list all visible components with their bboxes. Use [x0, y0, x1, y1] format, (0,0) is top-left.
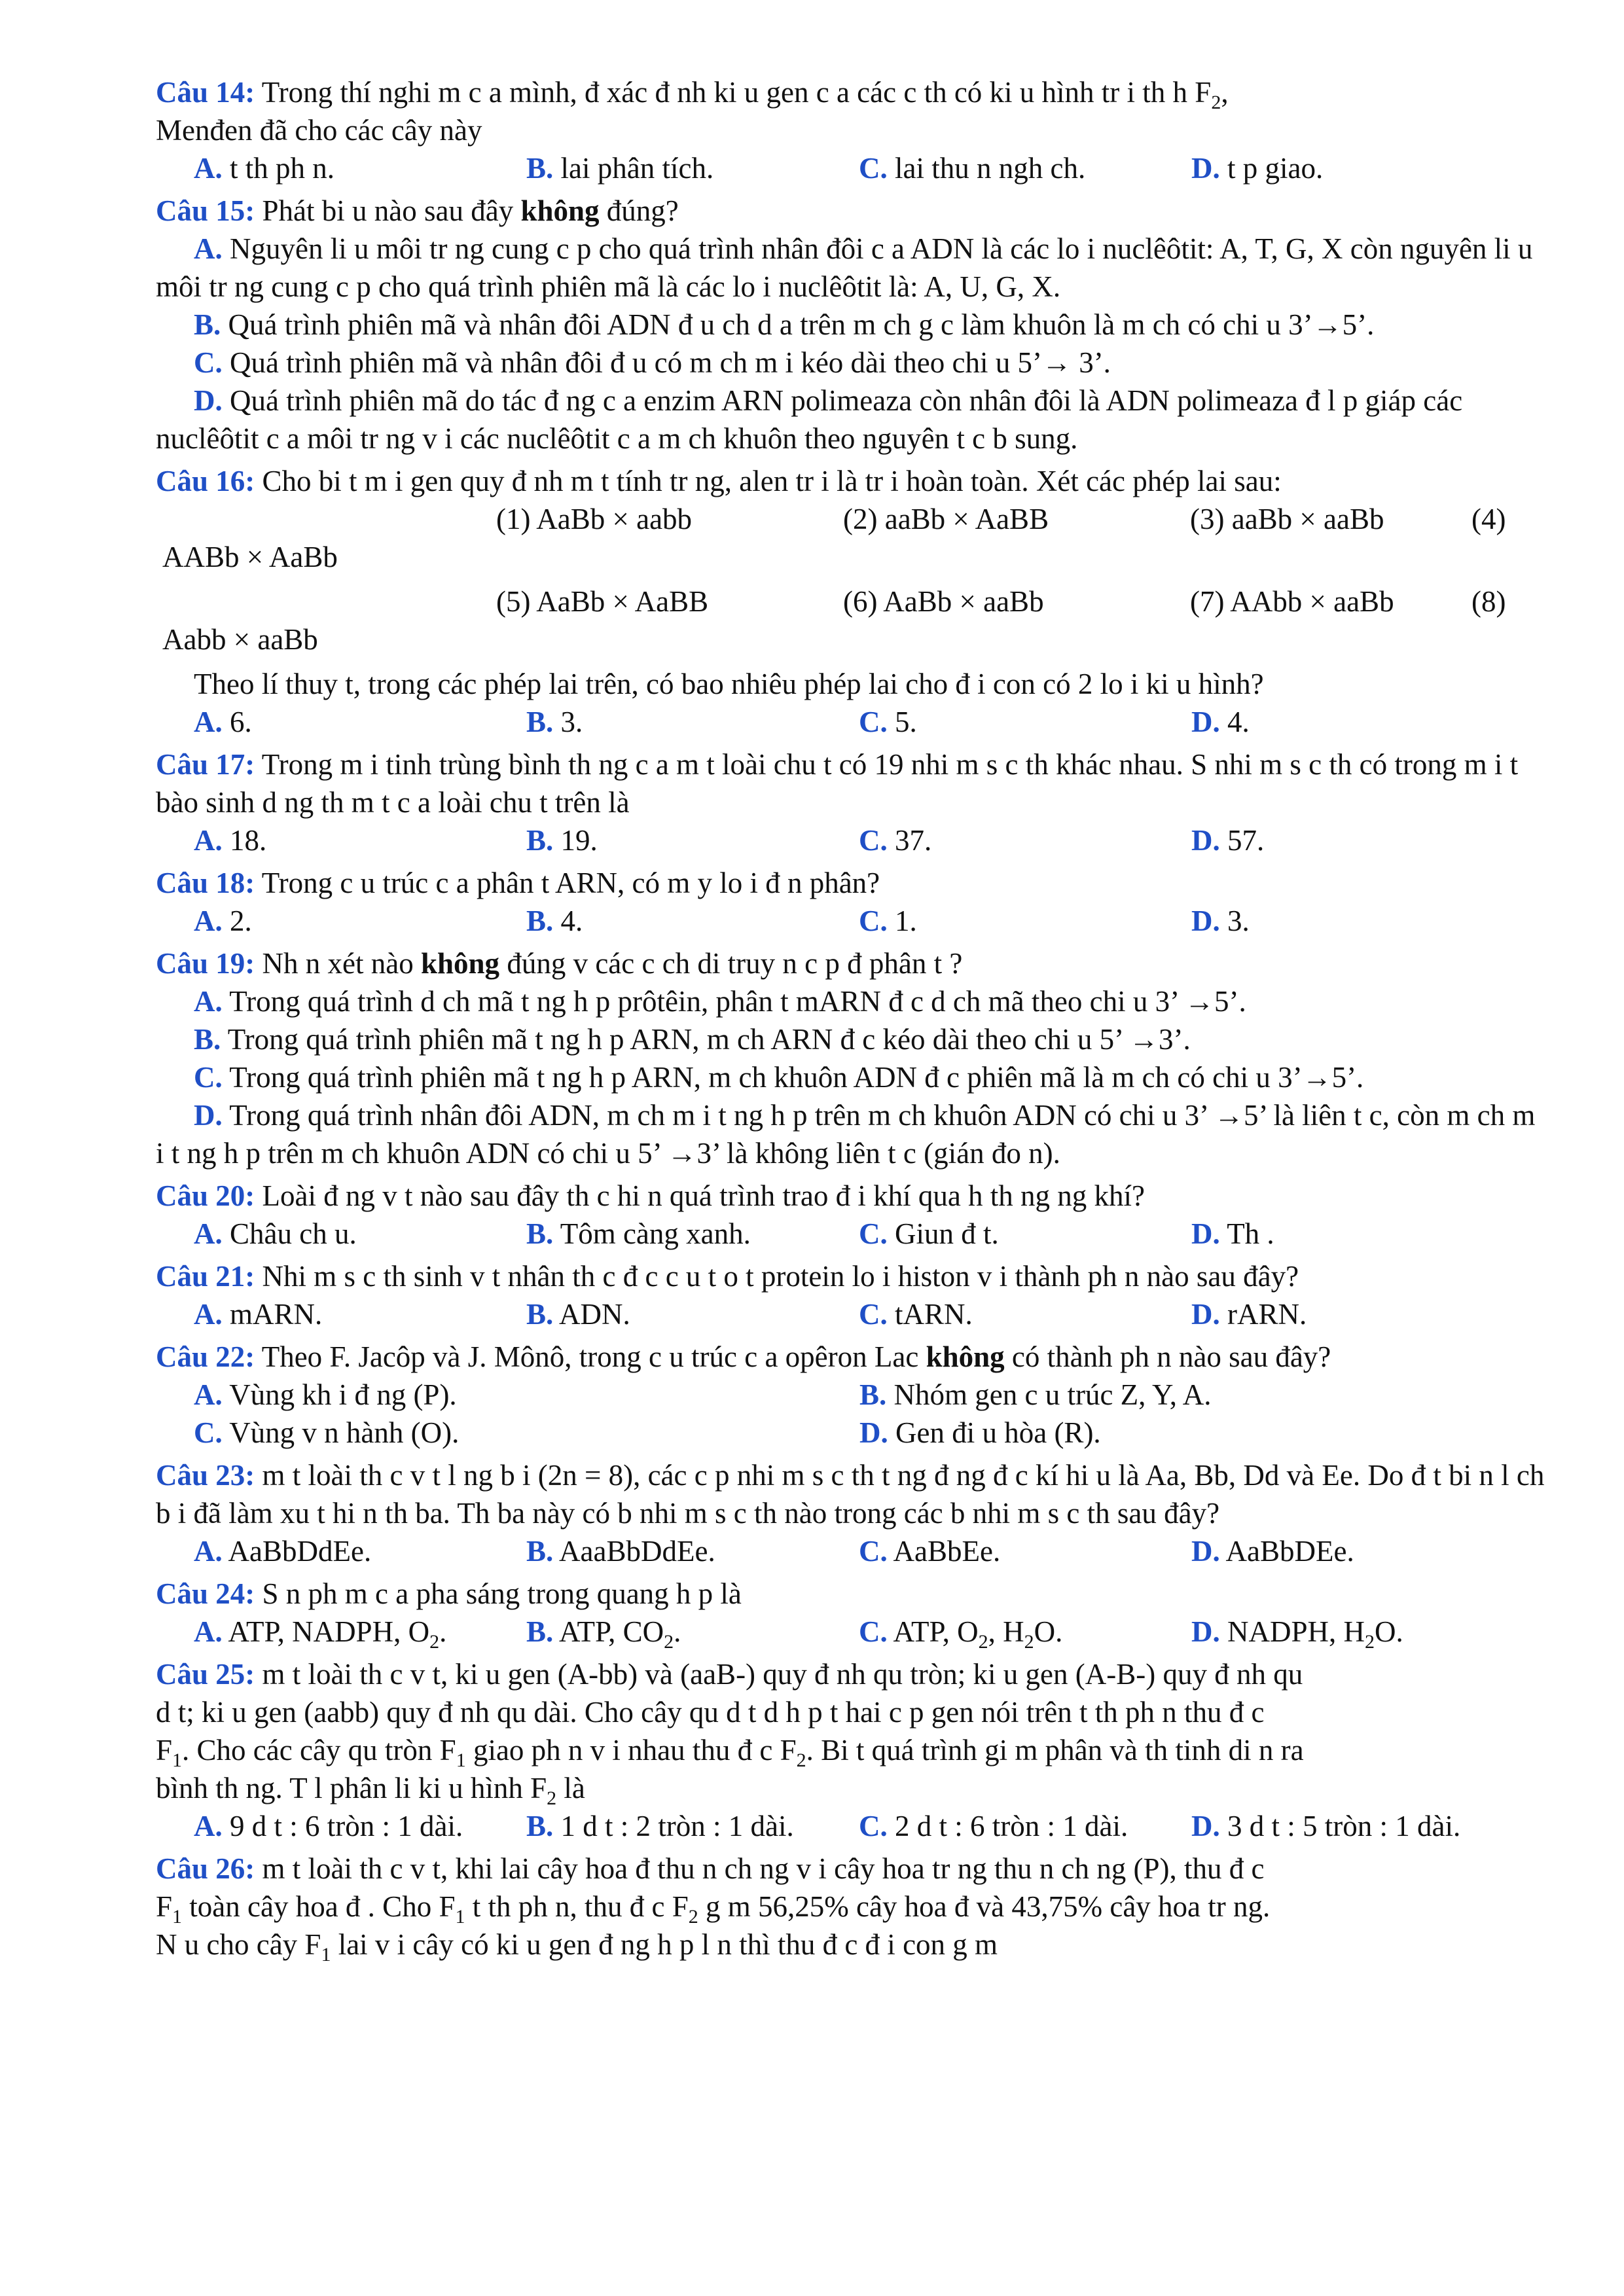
cross-item-wrapped: Aabb × aaBb	[162, 623, 318, 656]
question-stem	[156, 1850, 1547, 1888]
option-text: mARN.	[230, 1298, 323, 1331]
option-d[interactable]	[1191, 1295, 1524, 1333]
option-c[interactable]	[194, 1414, 859, 1452]
cross-item: (1) AaBb × aabb	[496, 503, 693, 535]
option-text: 3 d t : 5 tròn : 1 dài.	[1227, 1810, 1461, 1842]
option-letter: A.	[194, 1298, 223, 1331]
statement-text: Trong quá trình nhân đôi ADN, m ch m i t ng h p trên m ch khuôn ADN có chi u 3’ →5’ là liên t c, còn m ch m i t ng h p trên m ch khuôn ADN có chi u 5’ →3’ là không liên t c (gián đo n).	[156, 1099, 1536, 1170]
statement-text: Quá trình phiên mã và nhân đôi ADN đ u ch d a trên m ch g c làm khuôn là m ch có chi u 3’→5’.	[228, 308, 1375, 341]
cross-item: (4)	[1471, 503, 1506, 535]
option-letter: C.	[194, 1416, 223, 1449]
subscript: 2	[547, 1787, 557, 1809]
question-17	[156, 745, 1547, 859]
option-a[interactable]	[194, 1215, 526, 1253]
question-label: Câu 26:	[156, 1852, 255, 1885]
option-letter: B.	[526, 824, 554, 857]
option-c[interactable]	[859, 902, 1191, 940]
option-letter: A.	[194, 706, 223, 738]
question-label: Câu 15:	[156, 194, 255, 227]
text-fragment: giao ph n v i nhau thu đ c F	[465, 1734, 797, 1767]
cross-item: (3) aaBb × aaBb	[1190, 503, 1384, 535]
text-fragment: N u cho cây F	[156, 1928, 321, 1961]
option-text: Châu ch u.	[230, 1217, 357, 1250]
option-text: Giun đ t.	[895, 1217, 999, 1250]
subscript: 1	[456, 1749, 466, 1771]
option-letter: B.	[526, 706, 554, 738]
statement-text: Quá trình phiên mã và nhân đôi đ u có m ch m i kéo dài theo chi u 5’→ 3’.	[230, 346, 1111, 379]
question-stem	[156, 192, 1547, 230]
question-label: Câu 18:	[156, 867, 255, 899]
question-text-tail: có thành ph n nào sau đây?	[1011, 1340, 1331, 1373]
keyword-bold: không	[926, 1340, 1005, 1373]
statement-c[interactable]	[156, 1058, 1547, 1096]
option-text: AaBbEe.	[893, 1535, 1001, 1568]
statement-c[interactable]	[156, 344, 1547, 382]
options-row	[156, 1295, 1547, 1333]
options-row	[156, 149, 1547, 187]
option-d[interactable]	[859, 1414, 1525, 1452]
option-d[interactable]	[1191, 1807, 1524, 1845]
question-stem	[156, 1655, 1547, 1693]
option-text: 57.	[1227, 824, 1265, 857]
option-a[interactable]	[194, 1613, 526, 1651]
subscript: 1	[172, 1749, 183, 1771]
option-text: 19.	[560, 824, 598, 857]
option-text: Tôm càng xanh.	[560, 1217, 751, 1250]
option-text: AaaBbDdEe.	[559, 1535, 715, 1568]
option-c[interactable]	[859, 821, 1191, 859]
option-b[interactable]	[526, 1532, 859, 1570]
option-letter: B.	[859, 1378, 887, 1411]
option-letter: D.	[1191, 152, 1220, 185]
statement-text: Trong quá trình d ch mã t ng h p prôtêin, phân t mARN đ c d ch mã theo chi u 3’ →5’.	[229, 985, 1246, 1018]
statement-d[interactable]	[156, 382, 1547, 457]
option-d[interactable]	[1191, 1613, 1524, 1651]
option-text: O.	[1034, 1615, 1063, 1648]
subscript: 2	[1211, 92, 1221, 113]
option-letter: C.	[859, 1298, 888, 1331]
statement-b[interactable]	[156, 306, 1547, 344]
cross-item: (7) AAbb × aaBb	[1190, 585, 1394, 618]
option-letter: C.	[859, 1217, 888, 1250]
question-20	[156, 1177, 1547, 1253]
option-text: lai thu n ngh ch.	[895, 152, 1086, 185]
option-text: Nhóm gen c u trúc Z, Y, A.	[893, 1378, 1212, 1411]
statement-text: Nguyên li u môi tr ng cung c p cho quá trình nhân đôi c a ADN là các lo i nuclêôtit: A, T, G, X còn nguyên li u môi tr ng cung c p cho quá trình phiên mã là các lo i nuclêôtit là: A, U, G, X.	[156, 232, 1533, 303]
options-row	[156, 1807, 1547, 1845]
question-24	[156, 1575, 1547, 1651]
option-letter: C.	[859, 1535, 888, 1568]
option-text: O.	[1375, 1615, 1403, 1648]
option-c[interactable]	[859, 1215, 1191, 1253]
question-label: Câu 21:	[156, 1260, 255, 1293]
question-text: Trong m i tinh trùng bình th ng c a m t loài chu t có 19 nhi m s c th khác nhau. S nhi m s c th có trong m i t bào sinh d ng th m t c a loài chu t trên là	[156, 748, 1519, 819]
subscript: 2	[664, 1631, 674, 1653]
option-letter: C.	[859, 1615, 888, 1648]
option-text: Gen đi u hòa (R).	[895, 1416, 1101, 1449]
question-stem	[156, 944, 1547, 982]
option-letter: A.	[194, 1378, 223, 1411]
option-c[interactable]	[859, 1613, 1191, 1651]
question-22	[156, 1338, 1547, 1452]
question-stem	[156, 1456, 1547, 1532]
question-text-tail: đúng?	[606, 194, 679, 227]
option-b[interactable]	[526, 902, 859, 940]
text-fragment: F	[156, 1890, 173, 1923]
keyword-bold: không	[420, 947, 500, 980]
option-a[interactable]	[194, 703, 526, 741]
question-text: Cho bi t m i gen quy đ nh m t tính tr ng, alen tr i là tr i hoàn toàn. Xét các phép lai sau:	[262, 465, 1282, 497]
option-text: ATP, NADPH, O	[228, 1615, 430, 1648]
subscript: 2	[429, 1631, 440, 1653]
option-a[interactable]	[194, 821, 526, 859]
option-c[interactable]	[859, 703, 1191, 741]
question-text: m t loài th c v t l ng b i (2n = 8), các c p nhi m s c th t ng đ ng đ c kí hi u là Aa, Bb, Dd và Ee. Do đ t bi n l ch b i đã làm xu t hi n th ba. Th ba này có b nhi m s c th nào trong các b nhi m s c th sau đây?	[156, 1459, 1545, 1530]
option-letter: D.	[194, 1099, 223, 1132]
option-letter: A.	[194, 232, 223, 265]
option-text: 37.	[895, 824, 932, 857]
question-stem	[156, 1177, 1547, 1215]
question-23	[156, 1456, 1547, 1570]
statement-d[interactable]	[156, 1096, 1547, 1172]
question-stem	[156, 1575, 1547, 1613]
option-text: 5.	[895, 706, 917, 738]
option-a[interactable]	[194, 1532, 526, 1570]
question-stem	[156, 864, 1547, 902]
option-a[interactable]	[194, 1376, 859, 1414]
statement-text: Trong quá trình phiên mã t ng h p ARN, m ch khuôn ADN đ c phiên mã là m ch có chi u 3’→5’.	[229, 1061, 1364, 1094]
option-text: tARN.	[895, 1298, 973, 1331]
option-letter: A.	[194, 1535, 223, 1568]
option-letter: B.	[526, 905, 554, 937]
options-grid	[156, 1376, 1547, 1452]
option-letter: D.	[1191, 1615, 1220, 1648]
option-letter: B.	[526, 1298, 554, 1331]
option-letter: D.	[1191, 1535, 1220, 1568]
text-fragment: g m 56,25% cây hoa đ và 43,75% cây hoa tr ng.	[698, 1890, 1271, 1923]
question-stem	[156, 745, 1547, 821]
text-fragment: bình th ng. T l phân li ki u hình F	[156, 1772, 547, 1804]
question-text: Trong thí nghi m c a mình, đ xác đ nh ki u gen c a các c th có ki u hình tr i th h F	[261, 76, 1212, 109]
option-text: .	[439, 1615, 447, 1648]
option-d[interactable]	[1191, 902, 1524, 940]
option-letter: A.	[194, 905, 223, 937]
option-text: 2.	[230, 905, 252, 937]
question-text: Phát bi u nào sau đây	[262, 194, 514, 227]
option-a[interactable]	[194, 1807, 526, 1845]
option-letter: C.	[859, 706, 888, 738]
question-label: Câu 14:	[156, 76, 255, 109]
options-row	[156, 1613, 1547, 1651]
option-b[interactable]	[526, 821, 859, 859]
subscript: 1	[455, 1906, 465, 1928]
option-c[interactable]	[859, 1295, 1191, 1333]
option-text: Vùng kh i đ ng (P).	[229, 1378, 457, 1411]
subscript: 2	[1024, 1631, 1034, 1653]
option-text: ADN.	[559, 1298, 630, 1331]
option-text: 3.	[560, 706, 583, 738]
options-row	[156, 821, 1547, 859]
subscript: 2	[978, 1631, 988, 1653]
option-text: Th .	[1227, 1217, 1274, 1250]
question-stem	[156, 1257, 1547, 1295]
option-b[interactable]	[526, 149, 859, 187]
option-b[interactable]	[526, 1613, 859, 1651]
question-text-line3	[156, 1926, 1547, 1964]
option-letter: B.	[526, 1615, 554, 1648]
text-fragment: là	[556, 1772, 585, 1804]
option-letter: D.	[1191, 1298, 1220, 1331]
question-19	[156, 944, 1547, 1172]
question-text: Theo F. Jacôp và J. Mônô, trong c u trúc c a opêron Lac	[261, 1340, 919, 1373]
option-text: 9 d t : 6 tròn : 1 dài.	[230, 1810, 463, 1842]
option-a[interactable]	[194, 1295, 526, 1333]
option-letter: D.	[1191, 706, 1220, 738]
option-text: 6.	[230, 706, 252, 738]
question-text: S n ph m c a pha sáng trong quang h p là	[262, 1577, 742, 1610]
statement-text: Quá trình phiên mã do tác đ ng c a enzim ARN polimeaza còn nhân đôi là ADN polimeaza đ l p giáp các nuclêôtit c a môi tr ng v i các nuclêôtit c a m ch khuôn theo nguyên t c b sung.	[156, 384, 1463, 455]
option-letter: C.	[194, 346, 223, 379]
option-letter: D.	[1191, 1810, 1220, 1842]
option-letter: B.	[194, 308, 221, 341]
statement-text: Trong quá trình phiên mã t ng h p ARN, m ch ARN đ c kéo dài theo chi u 5’ →3’.	[227, 1023, 1191, 1056]
option-d[interactable]	[1191, 703, 1524, 741]
option-b[interactable]	[526, 1295, 859, 1333]
subscript: 2	[688, 1906, 698, 1928]
option-d[interactable]	[1191, 821, 1524, 859]
option-text: 18.	[230, 824, 267, 857]
option-text: rARN.	[1227, 1298, 1307, 1331]
question-label: Câu 24:	[156, 1577, 255, 1610]
option-letter: A.	[194, 824, 223, 857]
question-text-line2: d t; ki u gen (aabb) quy đ nh qu dài. Cho cây qu d t d h p t hai c p gen nói trên t th ph n thu đ c	[156, 1696, 1265, 1729]
option-letter: A.	[194, 985, 223, 1018]
option-d[interactable]	[1191, 1215, 1524, 1253]
subscript: 2	[796, 1749, 806, 1771]
question-label: Câu 22:	[156, 1340, 255, 1373]
option-text: t th ph n.	[230, 152, 335, 185]
option-text: 2 d t : 6 tròn : 1 dài.	[895, 1810, 1128, 1842]
question-label: Câu 17:	[156, 748, 255, 781]
question-stem	[156, 1338, 1547, 1376]
question-16	[156, 462, 1547, 741]
option-text: NADPH, H	[1227, 1615, 1365, 1648]
option-text: , H	[988, 1615, 1024, 1648]
subscript: 2	[1365, 1631, 1375, 1653]
question-label: Câu 19:	[156, 947, 255, 980]
option-d[interactable]	[1191, 149, 1524, 187]
question-text-line2: Menđen đã cho các cây này	[156, 114, 482, 147]
option-b[interactable]	[526, 1807, 859, 1845]
option-text: Vùng v n hành (O).	[229, 1416, 460, 1449]
option-letter: D.	[1191, 1217, 1220, 1250]
option-b[interactable]	[526, 703, 859, 741]
cross-item: (6) AaBb × aaBb	[843, 585, 1044, 618]
option-letter: C.	[194, 1061, 223, 1094]
option-text: ATP, O	[893, 1615, 979, 1648]
option-d[interactable]	[1191, 1532, 1524, 1570]
text-fragment: F	[156, 1734, 173, 1767]
option-letter: D.	[859, 1416, 888, 1449]
option-text: .	[674, 1615, 681, 1648]
option-letter: C.	[859, 1810, 888, 1842]
cross-item-wrapped: AABb × AaBb	[162, 541, 338, 573]
option-text: lai phân tích.	[560, 152, 714, 185]
question-text: Loài đ ng v t nào sau đây th c hi n quá trình trao đ i khí qua h th ng ng khí?	[262, 1179, 1146, 1212]
question-text-line4	[156, 1769, 1547, 1807]
cross-item: (5) AaBb × AaBB	[496, 585, 709, 618]
question-label: Câu 20:	[156, 1179, 255, 1212]
question-text-line2: Theo lí thuy t, trong các phép lai trên, có bao nhiêu phép lai cho đ i con có 2 lo i ki u hình?	[194, 668, 1264, 700]
option-letter: B.	[526, 152, 554, 185]
question-text-line2	[156, 1888, 1547, 1926]
question-text-line3	[156, 1731, 1547, 1769]
option-letter: A.	[194, 152, 223, 185]
option-c[interactable]	[859, 1807, 1191, 1845]
question-label: Câu 16:	[156, 465, 255, 497]
text-fragment: . Cho các cây qu tròn F	[182, 1734, 456, 1767]
option-letter: D.	[1191, 905, 1220, 937]
question-text: Nhi m s c th sinh v t nhân th c đ c c u t o t protein lo i histon v i thành ph n nào sau đây?	[262, 1260, 1299, 1293]
statement-a[interactable]	[156, 230, 1547, 306]
option-text: t p giao.	[1227, 152, 1324, 185]
option-text: 4.	[560, 905, 583, 937]
crosses-row-1	[156, 500, 1547, 538]
option-c[interactable]	[859, 149, 1191, 187]
question-stem	[156, 462, 1547, 500]
statement-a[interactable]	[156, 982, 1547, 1020]
options-row	[156, 1215, 1547, 1253]
option-text: 3.	[1227, 905, 1250, 937]
option-letter: D.	[1191, 824, 1220, 857]
text-fragment: lai v i cây có ki u gen đ ng h p l n thì thu đ c đ i con g m	[331, 1928, 998, 1961]
text-fragment: t th ph n, thu đ c F	[465, 1890, 689, 1923]
option-letter: A.	[194, 1217, 223, 1250]
option-letter: B.	[526, 1217, 554, 1250]
option-b[interactable]	[859, 1376, 1525, 1414]
question-26	[156, 1850, 1547, 1964]
option-text: AaBbDdEe.	[228, 1535, 372, 1568]
crosses-row-2	[156, 583, 1547, 620]
option-text: 1 d t : 2 tròn : 1 dài.	[560, 1810, 794, 1842]
option-text: AaBbDEe.	[1225, 1535, 1354, 1568]
option-letter: D.	[194, 384, 223, 417]
question-stem	[156, 73, 1547, 111]
question-label: Câu 25:	[156, 1658, 255, 1691]
options-row	[156, 1532, 1547, 1570]
option-letter: A.	[194, 1810, 223, 1842]
option-letter: C.	[859, 905, 888, 937]
question-14	[156, 73, 1547, 187]
option-letter: B.	[526, 1535, 554, 1568]
question-text: Trong c u trúc c a phân t ARN, có m y lo i đ n phân?	[261, 867, 880, 899]
question-text: m t loài th c v t, khi lai cây hoa đ thu n ch ng v i cây hoa tr ng thu n ch ng (P), thu đ c	[262, 1852, 1265, 1885]
question-21	[156, 1257, 1547, 1333]
option-text: 4.	[1227, 706, 1250, 738]
option-text: 1.	[895, 905, 917, 937]
text-fragment: . Bi t quá trình gi m phân và th tinh di n ra	[806, 1734, 1304, 1767]
option-letter: B.	[526, 1810, 554, 1842]
question-text: Nh n xét nào	[262, 947, 414, 980]
question-text: m t loài th c v t, ki u gen (A-bb) và (aaB-) quy đ nh qu tròn; ki u gen (A-B-) quy đ nh qu	[262, 1658, 1303, 1691]
option-b[interactable]	[526, 1215, 859, 1253]
option-letter: C.	[859, 824, 888, 857]
option-letter: C.	[859, 152, 888, 185]
question-text-tail: ,	[1221, 76, 1229, 109]
subscript: 1	[321, 1944, 331, 1965]
question-18	[156, 864, 1547, 940]
options-row	[156, 902, 1547, 940]
question-15	[156, 192, 1547, 457]
question-label: Câu 23:	[156, 1459, 255, 1492]
cross-item: (8)	[1471, 585, 1506, 618]
option-c[interactable]	[859, 1532, 1191, 1570]
cross-item: (2) aaBb × AaBB	[843, 503, 1049, 535]
statement-b[interactable]	[156, 1020, 1547, 1058]
keyword-bold: không	[520, 194, 600, 227]
text-fragment: toàn cây hoa đ . Cho F	[182, 1890, 456, 1923]
question-text-tail: đúng v các c ch di truy n c p đ phân t ?	[507, 947, 963, 980]
option-a[interactable]	[194, 902, 526, 940]
subscript: 1	[172, 1906, 183, 1928]
options-row	[156, 703, 1547, 741]
question-25	[156, 1655, 1547, 1845]
option-a[interactable]	[194, 149, 526, 187]
option-letter: B.	[194, 1023, 221, 1056]
option-text: ATP, CO	[559, 1615, 664, 1648]
option-letter: A.	[194, 1615, 223, 1648]
